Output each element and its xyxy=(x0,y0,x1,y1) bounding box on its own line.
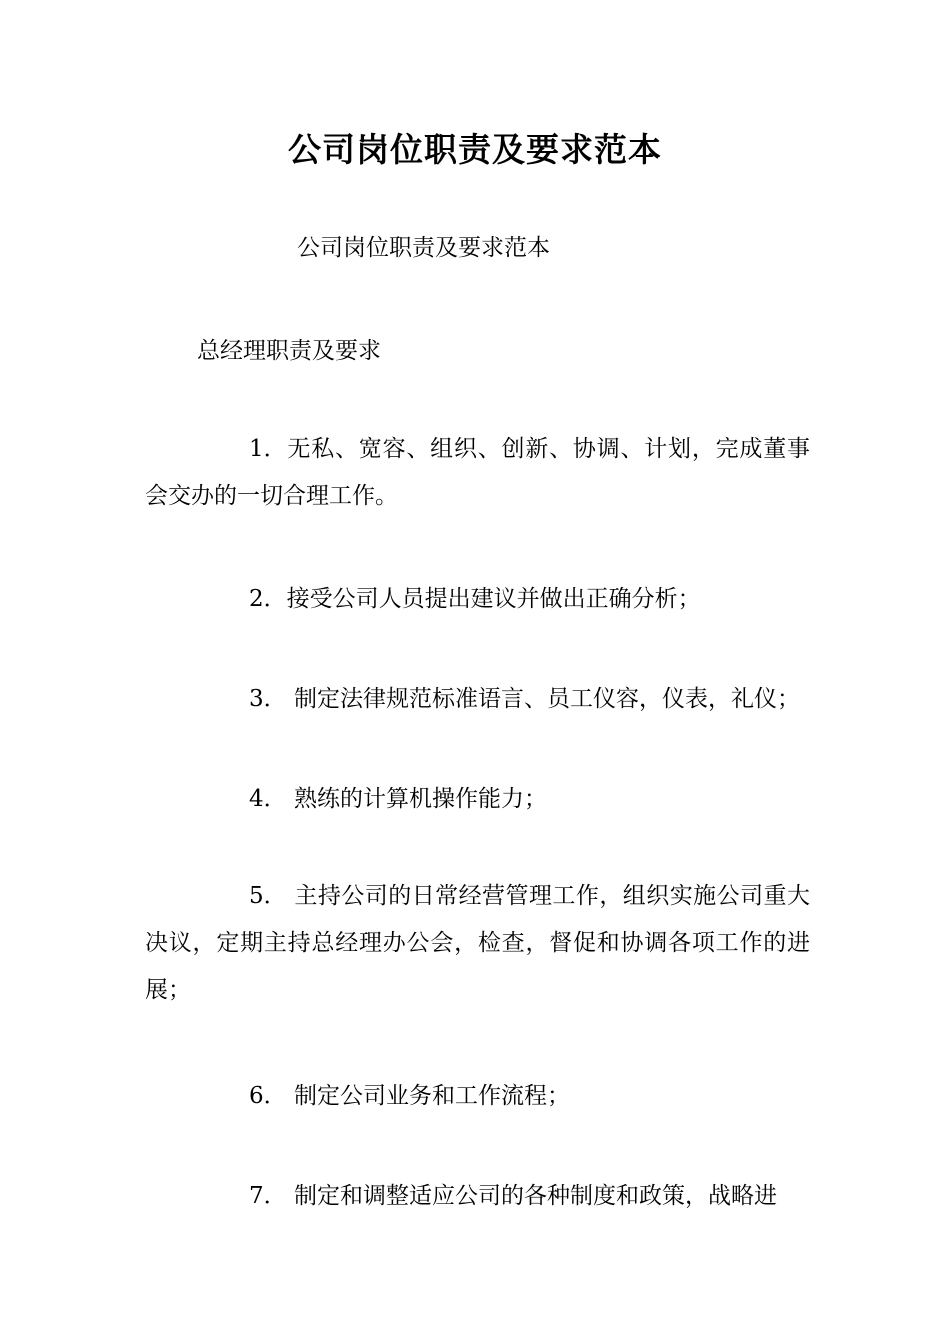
list-item xyxy=(145,776,810,823)
item-number: 4． xyxy=(249,786,287,812)
list-item xyxy=(145,576,810,623)
list-item xyxy=(145,426,810,520)
section-heading: 总经理职责及要求 xyxy=(197,338,381,364)
item-number: 5． xyxy=(249,883,287,909)
list-item xyxy=(145,1073,810,1120)
document-subtitle: 公司岗位职责及要求范本 xyxy=(297,235,550,261)
item-text: 制定法律规范标准语言、员工仪容，仪表，礼仪； xyxy=(286,686,800,712)
list-item xyxy=(145,676,810,723)
item-number: 7． xyxy=(249,1183,287,1209)
item-text: 接受公司人员提出建议并做出正确分析； xyxy=(286,586,701,612)
document-title: 公司岗位职责及要求范本 xyxy=(288,130,662,169)
item-text: 熟练的计算机操作能力； xyxy=(286,786,547,812)
list-item xyxy=(145,873,810,1014)
list-item xyxy=(145,1173,810,1220)
item-number: 6． xyxy=(249,1083,287,1109)
item-number: 3． xyxy=(249,686,287,712)
item-number: 1． xyxy=(249,436,287,462)
item-text: 制定和调整适应公司的各种制度和政策，战略进 xyxy=(286,1183,777,1209)
item-text: 无私、宽容、组织、创新、协调、计划，完成董事会交办的一切合理工作。 xyxy=(145,436,810,509)
item-text: 主持公司的日常经营管理工作，组织实施公司重大决议，定期主持总经理办公会，检查，督促和协调各项工作的进展； xyxy=(145,883,810,1003)
item-text: 制定公司业务和工作流程； xyxy=(286,1083,570,1109)
item-number: 2． xyxy=(249,586,287,612)
